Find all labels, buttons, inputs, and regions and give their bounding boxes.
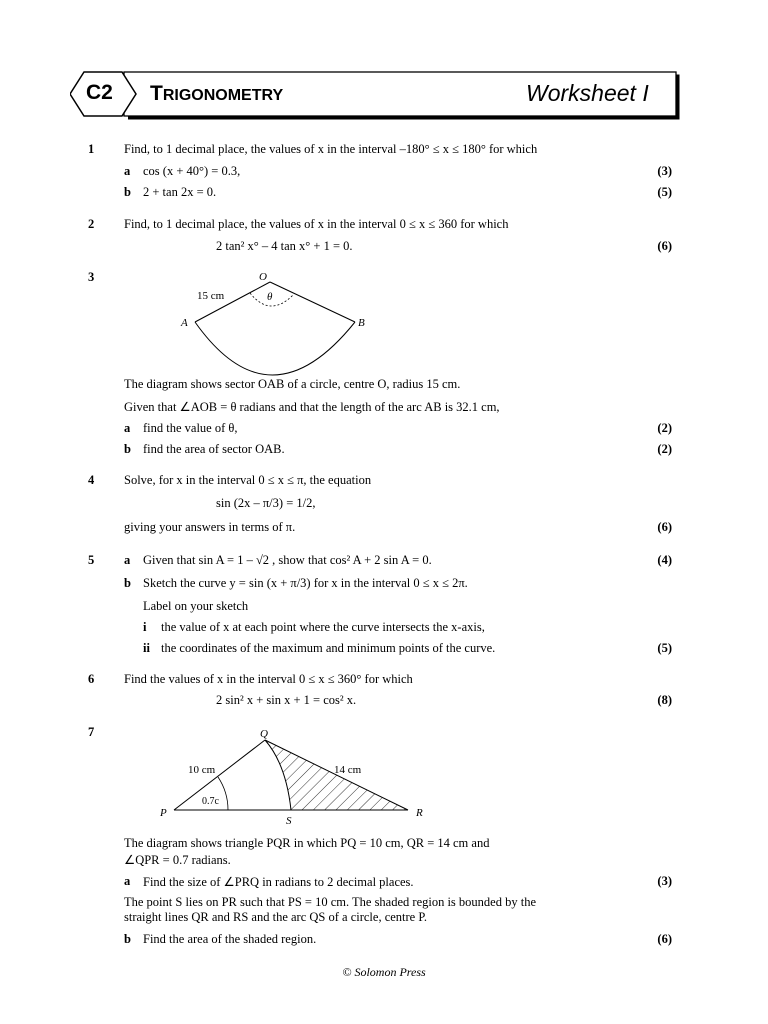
label-r: R bbox=[416, 807, 423, 819]
q7b-marks: (6) bbox=[657, 932, 672, 946]
q7a-marks: (3) bbox=[657, 874, 672, 888]
q1-stem: Find, to 1 decimal place, the values of x in the interval –180° ≤ x ≤ 180° for which bbox=[124, 142, 538, 156]
q2-equation: 2 tan² x° – 4 tan x° + 1 = 0. bbox=[216, 239, 353, 253]
q3a-text: find the value of θ, bbox=[143, 421, 238, 435]
footer-copyright: © Solomon Press bbox=[342, 965, 426, 979]
q4-marks: (6) bbox=[657, 520, 672, 534]
q2-stem: Find, to 1 decimal place, the values of x in the interval 0 ≤ x ≤ 360 for which bbox=[124, 217, 509, 231]
q7a-text: Find the size of ∠PRQ in radians to 2 decimal places. bbox=[143, 875, 414, 889]
q7b-label: b bbox=[124, 932, 131, 946]
q4-stem: Solve, for x in the interval 0 ≤ x ≤ π, the equation bbox=[124, 473, 372, 487]
topic-title-rest: RIGONOMETRY bbox=[162, 87, 284, 104]
radius-ob bbox=[270, 282, 355, 322]
label-b: B bbox=[358, 317, 365, 329]
q7-line2: ∠QPR = 0.7 radians. bbox=[124, 853, 231, 867]
worksheet-header bbox=[70, 70, 680, 120]
q5i-text: the value of x at each point where the curve intersects the x-axis, bbox=[161, 620, 485, 634]
angle-arc-p bbox=[218, 777, 228, 810]
q1a-marks: (3) bbox=[657, 164, 672, 178]
q5b-marks: (5) bbox=[657, 641, 672, 655]
q5a-label: a bbox=[124, 553, 131, 567]
arc-ab bbox=[195, 322, 355, 375]
topic-title bbox=[150, 82, 283, 106]
q3-line2: Given that ∠AOB = θ radians and that the length of the arc AB is 32.1 cm, bbox=[124, 400, 500, 414]
q4-number: 4 bbox=[88, 473, 95, 487]
label-pq-length: 10 cm bbox=[188, 764, 216, 776]
q3-number: 3 bbox=[88, 270, 95, 284]
q6-equation: 2 sin² x + sin x + 1 = cos² x. bbox=[216, 693, 357, 707]
q3b-label: b bbox=[124, 442, 131, 456]
q7-line4: straight lines QR and RS and the arc QS of a circle, centre P. bbox=[124, 910, 428, 924]
q1b-label: b bbox=[124, 185, 131, 199]
q1-number: 1 bbox=[88, 142, 95, 156]
q1b-marks: (5) bbox=[657, 185, 672, 199]
q3b-marks: (2) bbox=[657, 442, 672, 456]
q5b-label: b bbox=[124, 576, 131, 590]
q3a-label: a bbox=[124, 421, 131, 435]
q5i-label: i bbox=[143, 620, 147, 634]
triangle-diagram bbox=[150, 724, 440, 824]
q7b-text: Find the area of the shaded region. bbox=[143, 932, 317, 946]
q4-tail: giving your answers in terms of π. bbox=[124, 520, 296, 534]
q5a-text: Given that sin A = 1 – √2 , show that cos² A + 2 sin A = 0. bbox=[143, 553, 432, 567]
topic-title-first: T bbox=[150, 82, 163, 105]
label-o: O bbox=[259, 271, 267, 283]
q6-stem: Find the values of x in the interval 0 ≤ x ≤ 360° for which bbox=[124, 672, 413, 686]
label-a: A bbox=[181, 317, 188, 329]
label-s: S bbox=[286, 815, 292, 824]
q7a-label: a bbox=[124, 874, 131, 888]
q1a-label: a bbox=[124, 164, 131, 178]
q3b-text: find the area of sector OAB. bbox=[143, 442, 285, 456]
label-angle: 0.7c bbox=[202, 796, 219, 807]
q4-equation: sin (2x – π/3) = 1/2, bbox=[216, 496, 316, 510]
q6-marks: (8) bbox=[657, 693, 672, 707]
q2-marks: (6) bbox=[657, 239, 672, 253]
worksheet-label: Worksheet I bbox=[526, 80, 649, 106]
sector-diagram bbox=[175, 268, 375, 378]
q1a-text: cos (x + 40°) = 0.3, bbox=[143, 164, 241, 178]
q5ii-text: the coordinates of the maximum and minimum points of the curve. bbox=[161, 641, 496, 655]
q7-line1: The diagram shows triangle PQR in which PQ = 10 cm, QR = 14 cm and bbox=[124, 836, 490, 850]
q7-line3: The point S lies on PR such that PS = 10 cm. The shaded region is bounded by the bbox=[124, 895, 536, 909]
q5a-marks: (4) bbox=[657, 553, 672, 567]
q5-label-text: Label on your sketch bbox=[143, 599, 249, 613]
q5-number: 5 bbox=[88, 553, 95, 567]
label-qr-length: 14 cm bbox=[334, 764, 362, 776]
q1b-text: 2 + tan 2x = 0. bbox=[143, 185, 217, 199]
q7-number: 7 bbox=[88, 725, 95, 739]
q5ii-label: ii bbox=[143, 641, 150, 655]
label-theta: θ bbox=[267, 291, 273, 303]
q2-number: 2 bbox=[88, 217, 95, 231]
q3a-marks: (2) bbox=[657, 421, 672, 435]
label-radius: 15 cm bbox=[197, 290, 225, 302]
q5b-text: Sketch the curve y = sin (x + π/3) for x in the interval 0 ≤ x ≤ 2π. bbox=[143, 576, 468, 590]
label-p: P bbox=[160, 807, 167, 819]
course-code: C2 bbox=[86, 81, 113, 104]
q3-line1: The diagram shows sector OAB of a circle, centre O, radius 15 cm. bbox=[124, 377, 461, 391]
q6-number: 6 bbox=[88, 672, 95, 686]
label-q: Q bbox=[260, 728, 268, 740]
